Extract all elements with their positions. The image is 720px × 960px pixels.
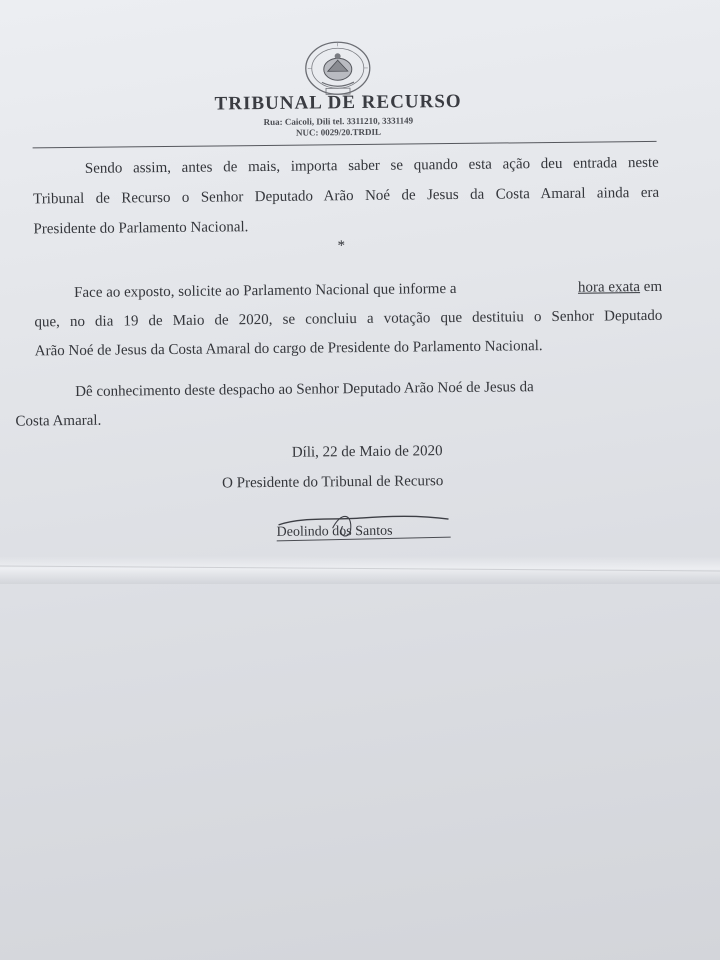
paragraph-2-line-3: Arão Noé de Jesus da Costa Amaral do cargo de Presidente do Parlamento Nacional. xyxy=(34,338,543,360)
paragraph-1-line-1: Sendo assim, antes de mais, importa saber se quando esta ação deu entrada neste xyxy=(84,154,659,177)
paragraph-2-line-1-tail xyxy=(578,279,662,297)
case-number: NUC: 0029/20.TRDIL xyxy=(295,126,382,138)
paragraph-3-line-2: Costa Amaral. xyxy=(15,412,102,430)
paragraph-2-line-1-start: Face ao exposto, solicite ao Parlamento Nacional que informe a xyxy=(74,280,457,301)
paragraph-2-line-1-end: em xyxy=(643,278,663,296)
place-and-date: Díli, 22 de Maio de 2020 xyxy=(291,443,443,461)
separator-asterisk: * xyxy=(337,238,346,255)
signatory-role: O Presidente do Tribunal de Recurso xyxy=(222,473,444,492)
underlined-hora-exata: hora exata xyxy=(577,279,641,296)
court-address: Rua: Caicoli, Dili tel. 3311210, 3331149 xyxy=(263,115,414,128)
paragraph-2-line-2: que, no dia 19 de Maio de 2020, se concluiu a votação que destituiu o Senhor Deputado xyxy=(34,307,663,331)
paragraph-1-line-3: Presidente do Parlamento Nacional. xyxy=(33,219,249,238)
signatory-name: Deolindo dos Santos xyxy=(276,523,393,540)
paragraph-3-line-1: Dê conhecimento deste despacho ao Senhor Deputado Arão Noé de Jesus da xyxy=(75,379,534,400)
court-name: TRIBUNAL DE RECURSO xyxy=(214,90,462,115)
paragraph-1-line-2: Tribunal de Recurso o Senhor Deputado Arão Noé de Jesus da Costa Amaral ainda era xyxy=(33,184,660,208)
header-divider xyxy=(33,141,657,149)
court-address-block xyxy=(198,115,478,140)
paragraph-2-line-1 xyxy=(74,279,662,302)
